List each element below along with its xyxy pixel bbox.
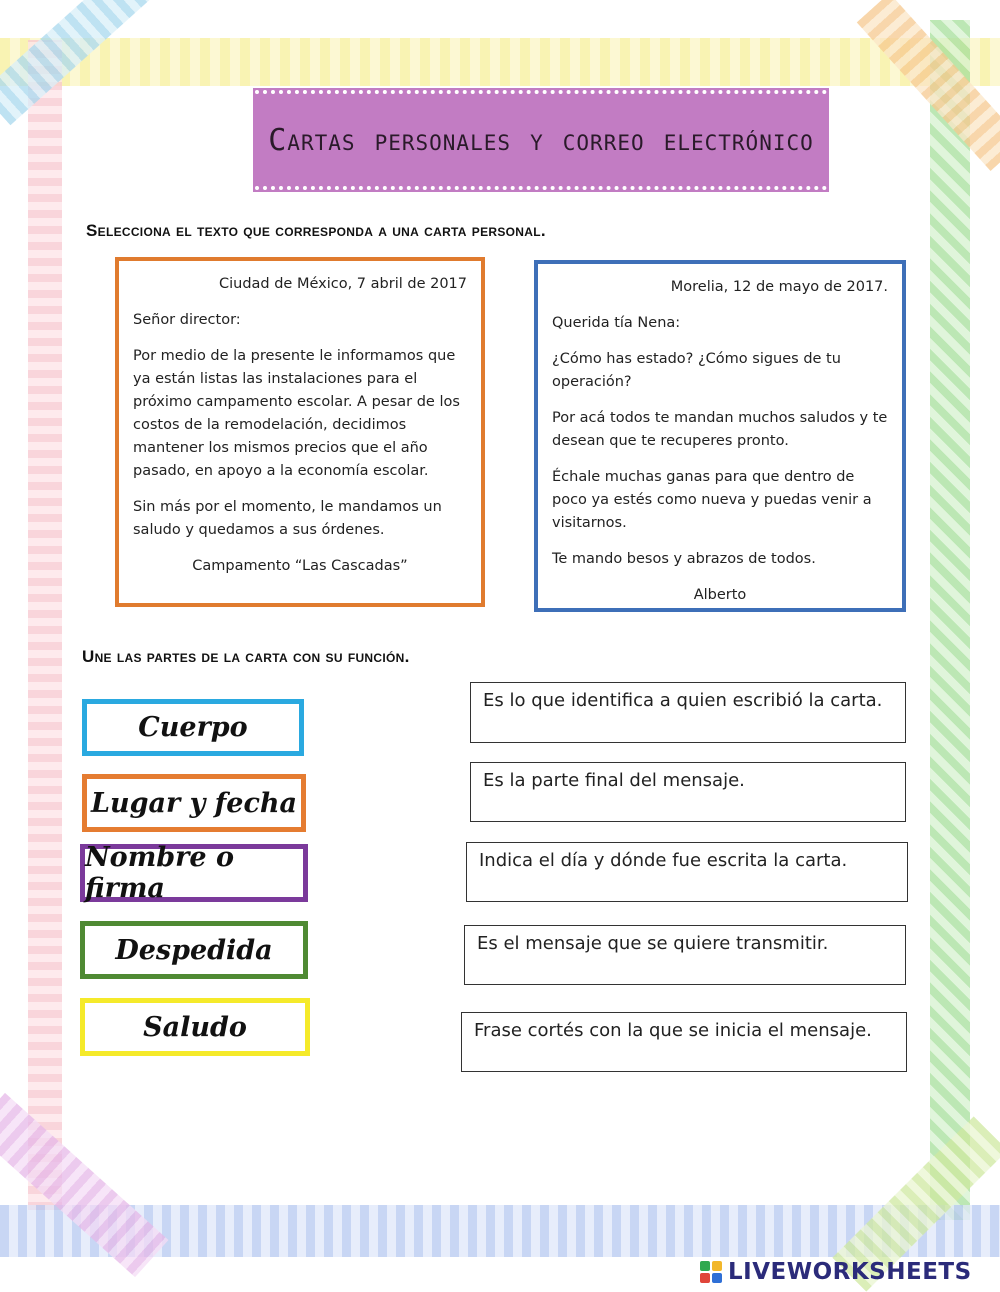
letter-body-paragraph: Échale muchas ganas para que dentro de poco ya estés como nueva y puedas venir a visitarnos. [552,469,872,531]
letter-body-paragraph: Por acá todos te mandan muchos saludos y te desean que te recuperes pronto. [552,410,888,449]
part-tile-lugar-y-fecha[interactable]: Lugar y fecha [82,774,306,832]
letter-greeting: Querida tía Nena: [552,315,681,331]
part-tile-nombre-o-firma[interactable]: Nombre o firma [80,844,308,902]
washi-tape-right [930,20,970,1220]
title-banner [255,90,827,190]
part-tile-despedida[interactable]: Despedida [80,921,308,979]
letter-body: Por medio de la presente le informamos que ya están listas las instalaciones para el próximo campamento escolar. A pesar de los costos de la remodelación, decidimos mantener los mismos precios que el año pasado, en apoyo a la economía escolar. [133,348,460,479]
letter-signature: Alberto [693,587,747,603]
part-tile-saludo[interactable]: Saludo [80,998,310,1056]
letter-place-date: Morelia, 12 de mayo de 2017. [670,279,888,295]
logo-badge-icon [700,1261,722,1283]
instruction-match: Une las partes de la carta con su función. [82,647,410,666]
function-box-5[interactable]: Frase cortés con la que se inicia el mensaje. [461,1012,907,1072]
letter-closing: Sin más por el momento, le mandamos un saludo y quedamos a sus órdenes. [133,499,442,538]
letter-place-date: Ciudad de México, 7 abril de 2017 [218,276,467,292]
function-box-3[interactable]: Indica el día y dónde fue escrita la carta. [466,842,908,902]
washi-tape-left [28,40,62,1210]
letter-signature: Campamento “Las Cascadas” [192,558,408,574]
function-box-1[interactable]: Es lo que identifica a quien escribió la carta. [470,682,906,743]
letter-greeting: Señor director: [133,312,241,328]
function-box-4[interactable]: Es el mensaje que se quiere transmitir. [464,925,906,985]
liveworksheets-logo [700,1258,972,1286]
letter-option-formal[interactable] [115,257,485,607]
logo-text: LIVEWORKSHEETS [728,1259,972,1285]
function-box-2[interactable]: Es la parte final del mensaje. [470,762,906,822]
letter-body-paragraph: ¿Cómo has estado? ¿Cómo sigues de tu operación? [552,351,841,390]
part-tile-cuerpo[interactable]: Cuerpo [82,699,304,756]
letter-option-personal[interactable] [534,260,906,612]
instruction-select: Selecciona el texto que corresponda a una carta personal. [86,221,546,240]
letter-closing: Te mando besos y abrazos de todos. [552,551,816,567]
washi-tape-top [0,38,1000,86]
page-title: Cartas personales y correo electrónico [268,122,814,158]
